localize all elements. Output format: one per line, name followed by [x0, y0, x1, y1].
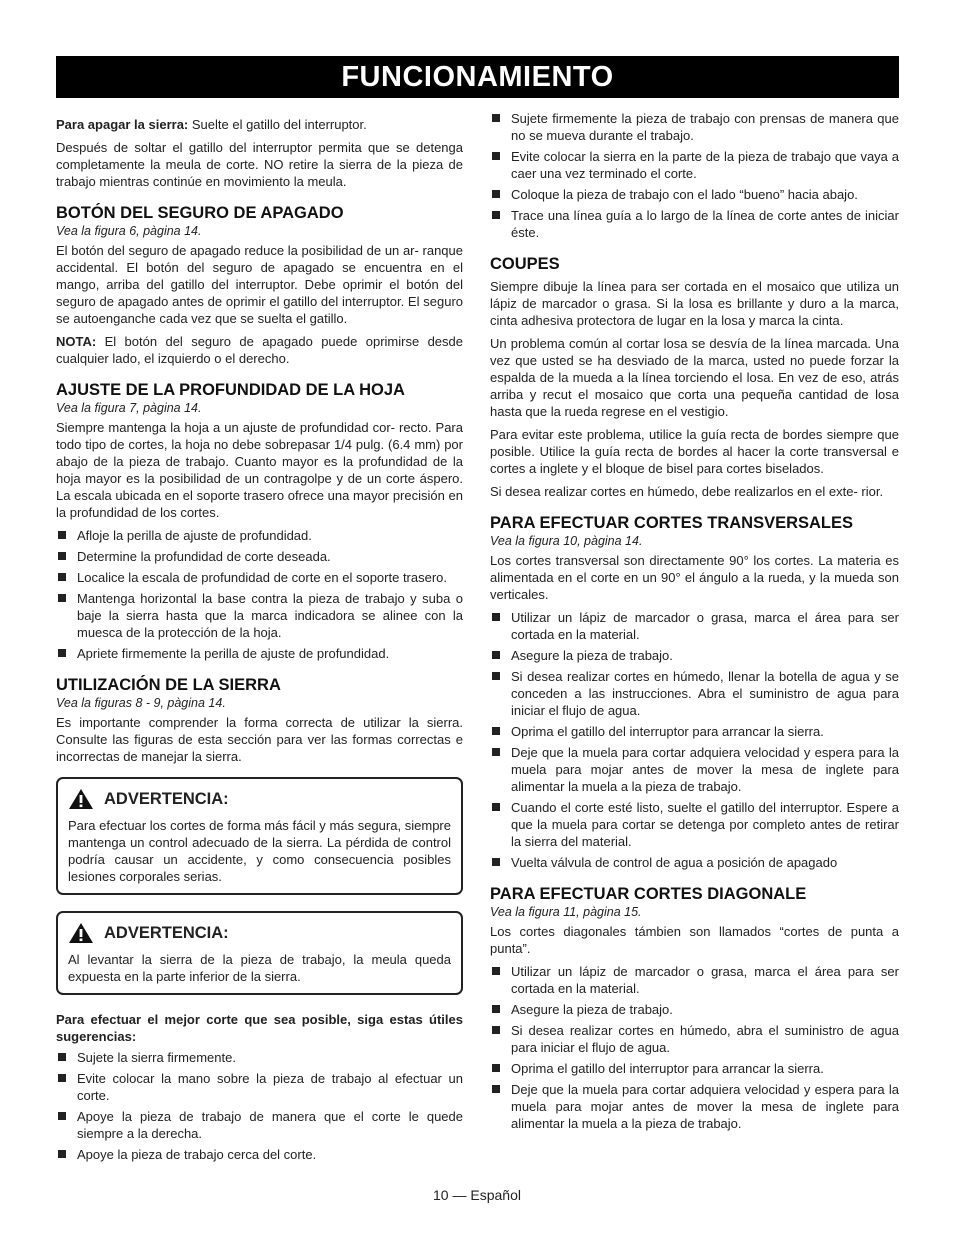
list-item: Determine la profundidad de corte deseada. — [56, 548, 463, 565]
section-heading-using-saw: UTILIZACIÓN DE LA SIERRA — [56, 676, 281, 694]
section-heading-coupes: COUPES — [490, 255, 560, 273]
list-item: Apoye la pieza de trabajo cerca del corte. — [56, 1146, 463, 1163]
list-item: Asegure la pieza de trabajo. — [490, 647, 899, 664]
warning-header — [68, 788, 451, 810]
list-item: Si desea realizar cortes en húmedo, abra el suministro de agua para iniciar el flujo de agua. — [490, 1022, 899, 1056]
list-item: Evite colocar la mano sobre la pieza de trabajo al efectuar un corte. — [56, 1070, 463, 1104]
warning-triangle-icon — [68, 922, 94, 944]
coupes-paragraph-1: Siempre dibuje la línea para ser cortada en el mosaico que utiliza un lápiz de marcador o grasa. Si la losa es brillante y duro a la marca, cinta adhesiva protectora de lugar en la losa y marca la cinta. — [490, 279, 899, 328]
diagonal-paragraph: Los cortes diagonales támbien son llamados “cortes de punta a punta”. — [490, 924, 899, 956]
section-heading-diagonal: PARA EFECTUAR CORTES DIAGONALE — [490, 885, 807, 903]
tips-list — [56, 1049, 463, 1163]
figure-reference: Vea la figura 10, pàgina 14. — [490, 534, 643, 548]
warning-triangle-icon — [68, 788, 94, 810]
warning-box — [56, 777, 463, 895]
release-paragraph: Después de soltar el gatillo del interruptor permita que se detenga completamente la meula de corte. NO retire la sierra de la pieza de trabajo mientras continúe en movimiento la meula. — [56, 140, 463, 189]
list-item: Deje que la muela para cortar adquiera velocidad y espera para la muela para mojar antes de mover la mesa de inglete para alimentar la muela a la pieza de trabajo. — [490, 1081, 899, 1132]
list-item: Sujete firmemente la pieza de trabajo con prensas de manera que no se mueva durante el trabajo. — [490, 110, 899, 144]
list-item: Coloque la pieza de trabajo con el lado “bueno” hacia abajo. — [490, 186, 899, 203]
warning-header — [68, 922, 451, 944]
list-item: Si desea realizar cortes en húmedo, llenar la botella de agua y se conceden a las instrucciones. Abra el suministro de agua para iniciar el flujo de agua. — [490, 668, 899, 719]
page-title-banner — [56, 56, 899, 98]
warning-box — [56, 911, 463, 995]
list-item: Trace una línea guía a lo largo de la línea de corte antes de iniciar éste. — [490, 207, 899, 241]
turn-off-paragraph — [56, 116, 463, 133]
depth-steps-list — [56, 527, 463, 662]
note-text: El botón del seguro de apagado puede oprimirse desde cualquier lado, el izquierdo o el derecho. — [56, 334, 463, 366]
warning-title: ADVERTENCIA: — [104, 923, 229, 942]
list-item: Cuando el corte esté listo, suelte el gatillo del interruptor. Espere a que la muela para cortar se detenga por completo antes de retirar la sierra del material. — [490, 799, 899, 850]
list-item: Oprima el gatillo del interruptor para arrancar la sierra. — [490, 723, 899, 740]
lock-off-note — [56, 333, 463, 367]
page-title: FUNCIONAMIENTO — [341, 61, 614, 93]
list-item: Afloje la perilla de ajuste de profundidad. — [56, 527, 463, 544]
section-heading-depth: AJUSTE DE LA PROFUNDIDAD DE LA HOJA — [56, 381, 405, 399]
using-saw-paragraph: Es importante comprender la forma correcta de utilizar la sierra. Consulte las figuras de esta sección para ver las formas correctas e incorrectas de manejar la sierra. — [56, 715, 463, 764]
list-item: Deje que la muela para cortar adquiera velocidad y espera para la muela para mojar antes de mover la mesa de inglete para alimentar la muela a la pieza de trabajo. — [490, 744, 899, 795]
figure-reference: Vea la figura 6, pàgina 14. — [56, 224, 202, 238]
crosscuts-paragraph: Los cortes transversal son directamente 90° los cortes. La materia es alimentada en el corte en un 90° el ángulo a la rueda, y la mueda son verticales. — [490, 553, 899, 602]
right-column — [490, 111, 899, 1136]
figure-reference: Vea la figura 11, pàgina 15. — [490, 905, 642, 919]
lock-off-paragraph: El botón del seguro de apagado reduce la posibilidad de un ar- ranque accidental. El botón del seguro de apagado se encuentra en el mango, arriba del gatillo del interruptor. Debe oprimir el botón del seguro de apagado antes de oprimir el gatillo del interruptor. El seguro se autoenganche cada vez que se suelta el gatillo. — [56, 243, 463, 326]
section-heading-lock-off: BOTÓN DEL SEGURO DE APAGADO — [56, 204, 344, 222]
diagonal-steps-list — [490, 963, 899, 1132]
workpiece-tips-list — [490, 110, 899, 241]
list-item: Utilizar un lápiz de marcador o grasa, marca el área para ser cortada en la material. — [490, 963, 899, 997]
page-footer: 10 — Español — [433, 1187, 521, 1203]
note-label: NOTA: — [56, 334, 97, 349]
crosscut-steps-list — [490, 609, 899, 871]
list-item: Mantenga horizontal la base contra la pieza de trabajo y suba o baje la sierra hasta que la marca indicadora se alinee con la muesca de la protección de la hoja. — [56, 590, 463, 641]
warning-title: ADVERTENCIA: — [104, 789, 229, 808]
turn-off-text: Suelte el gatillo del interruptor. — [188, 117, 367, 132]
turn-off-label: Para apagar la sierra: — [56, 117, 189, 132]
list-item: Localice la escala de profundidad de corte en el soporte trasero. — [56, 569, 463, 586]
tips-heading: Para efectuar el mejor corte que sea posible, siga estas útiles sugerencias: — [56, 1012, 463, 1044]
coupes-paragraph-2: Un problema común al cortar losa se desvía de la línea marcada. Una vez que usted se ha desviado de la marca, usted no puede forzar la espalda de la mueda a la línea torciendo el losa. En vez de eso, atrás arriba y recut el mosaico que corta una pequeña cantidad de losa hasta que la rueda regrese en el vestigio. — [490, 336, 899, 419]
list-item: Vuelta válvula de control de agua a posición de apagado — [490, 854, 899, 871]
warning-text: Al levantar la sierra de la pieza de trabajo, la meula queda expuesta en la parte inferior de la sierra. — [68, 952, 451, 984]
figure-reference: Vea la figura 7, pàgina 14. — [56, 401, 202, 415]
figure-reference: Vea la figuras 8 - 9, pàgina 14. — [56, 696, 226, 710]
list-item: Oprima el gatillo del interruptor para arrancar la sierra. — [490, 1060, 899, 1077]
list-item: Sujete la sierra firmemente. — [56, 1049, 463, 1066]
list-item: Apoye la pieza de trabajo de manera que el corte le quede siempre a la derecha. — [56, 1108, 463, 1142]
coupes-paragraph-3: Para evitar este problema, utilice la guía recta de bordes siempre que posible. Utilice la guía recta de bordes al hacer la corte transversal e cortes a inglete y el bloque de bisel para cortes biselados. — [490, 427, 899, 476]
coupes-paragraph-4: Si desea realizar cortes en húmedo, debe realizarlos en el exte- rior. — [490, 484, 884, 499]
section-heading-crosscuts: PARA EFECTUAR CORTES TRANSVERSALES — [490, 514, 854, 532]
list-item: Apriete firmemente la perilla de ajuste de profundidad. — [56, 645, 463, 662]
list-item: Evite colocar la sierra en la parte de la pieza de trabajo que vaya a caer una vez terminado el corte. — [490, 148, 899, 182]
left-column — [56, 116, 463, 1167]
list-item: Asegure la pieza de trabajo. — [490, 1001, 899, 1018]
list-item: Utilizar un lápiz de marcador o grasa, marca el área para ser cortada en la material. — [490, 609, 899, 643]
depth-paragraph: Siempre mantenga la hoja a un ajuste de profundidad cor- recto. Para todo tipo de cortes, la hoja no debe sobrepasar 1/4 pulg. (6.4 mm) por abajo de la pieza de trabajo. Cuanto mayor es la profundidad de la hoja mayor es la posibilidad de un contragolpe y de un corte áspero. La escala ubicada en el soporte trasero ofrece una mayor precisión en la profundidad de los cortes. — [56, 420, 463, 520]
warning-text: Para efectuar los cortes de forma más fácil y más segura, siempre mantenga un control adecuado de la sierra. La pérdida de control podría causar un accidente, y como consecuencia posibles lesiones corporales serias. — [68, 818, 451, 884]
